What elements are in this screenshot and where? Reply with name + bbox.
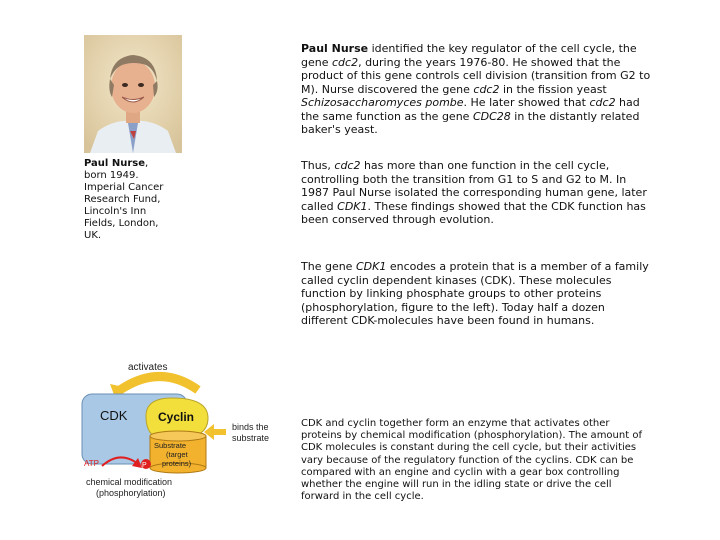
- chem-mod-label: chemical modification: [86, 477, 173, 487]
- phosphate-label: P: [142, 462, 147, 469]
- text-run: encodes a protein that is a member of a family called cyclin dependent kinases (CDK). These molecules function by linking phosphate groups to other proteins (phosphorylation, figure to the left). Today half a dozen different CDK-molecules have been found in humans.: [301, 260, 649, 327]
- text-run: The gene: [301, 260, 356, 273]
- binds-label: binds the: [232, 422, 269, 432]
- caption-line: Research Fund,: [84, 194, 161, 205]
- caption-line: Fields, London,: [84, 218, 159, 229]
- caption-line: Imperial Cancer: [84, 182, 164, 193]
- portrait-image: [84, 35, 182, 153]
- caption-name: Paul Nurse: [84, 158, 145, 169]
- gene-name: CDC28: [472, 109, 511, 123]
- gene-name: cdc2: [589, 96, 616, 109]
- cdk-cyclin-diagram: [80, 358, 280, 513]
- caption-line: UK.: [84, 230, 102, 241]
- name-bold: Paul Nurse: [301, 42, 369, 55]
- text-run: had the same function as the gene: [301, 96, 640, 123]
- binds-label: substrate: [232, 433, 270, 443]
- cyclin-label: Cyclin: [158, 410, 195, 424]
- substrate-label: Substrate: [154, 441, 187, 450]
- text-run: has more than one function in the cell cycle, controlling both the transition from G1 to S and G2 to M. In 1987 Paul Nurse isolated the corresponding human gene, later called: [301, 159, 647, 213]
- gene-name: CDK1: [337, 199, 368, 213]
- substrate-label: (target: [166, 450, 188, 459]
- activates-arrow: [120, 377, 198, 391]
- text-run: in the fission yeast: [499, 82, 607, 96]
- portrait-photo: [84, 35, 182, 153]
- text-run: . These findings showed that the CDK function has been conserved through evolution.: [301, 199, 646, 226]
- cdk-label: CDK: [100, 408, 128, 423]
- paragraph-paul-nurse: [301, 42, 651, 137]
- gene-name: CDK1: [355, 260, 387, 273]
- text-run: identified the key regulator of the cell cycle, the gene: [301, 42, 637, 69]
- paragraph-cdk-cyclin: CDK and cyclin together form an enzyme that activates other proteins by chemical modification (phosphorylation). The amount of CDK molecules is constant during the cell cycle, but their activities vary because of the regulatory function of the cyclins. CDK can be compared with an engine and cyclin with a gear box controlling whether the engine will run in the idling state or drive the cell forward in the cell cycle.: [301, 418, 642, 503]
- gene-name: cdc2: [332, 55, 359, 69]
- paragraph-cdc2-function: [301, 159, 651, 227]
- paragraph-cdk1-gene: [301, 260, 651, 328]
- species-name: Schizosaccharomyces pombe: [301, 96, 464, 109]
- text-run: . He later showed that: [463, 96, 590, 109]
- text-run: in the distantly related baker's yeast.: [301, 109, 640, 136]
- text-run: Thus,: [301, 159, 335, 172]
- chem-mod-label: (phosphorylation): [96, 488, 166, 498]
- caption-line: born 1949.: [84, 170, 139, 181]
- atp-label: ATP: [84, 459, 99, 468]
- activates-label: activates: [128, 362, 168, 373]
- gene-name: cdc2: [334, 159, 361, 172]
- photo-caption: Paul Nurse, born 1949. Imperial Cancer Research Fund, Lincoln's Inn Fields, London, UK.: [84, 158, 164, 241]
- substrate-label: proteins): [162, 459, 192, 468]
- text-run: , during the years 1976-80. He showed that the product of this gene controls cell division (transition from G2 to M). Nurse discovered the gene: [301, 55, 651, 96]
- caption-line: Lincoln's Inn: [84, 206, 147, 217]
- gene-name: cdc2: [473, 82, 500, 96]
